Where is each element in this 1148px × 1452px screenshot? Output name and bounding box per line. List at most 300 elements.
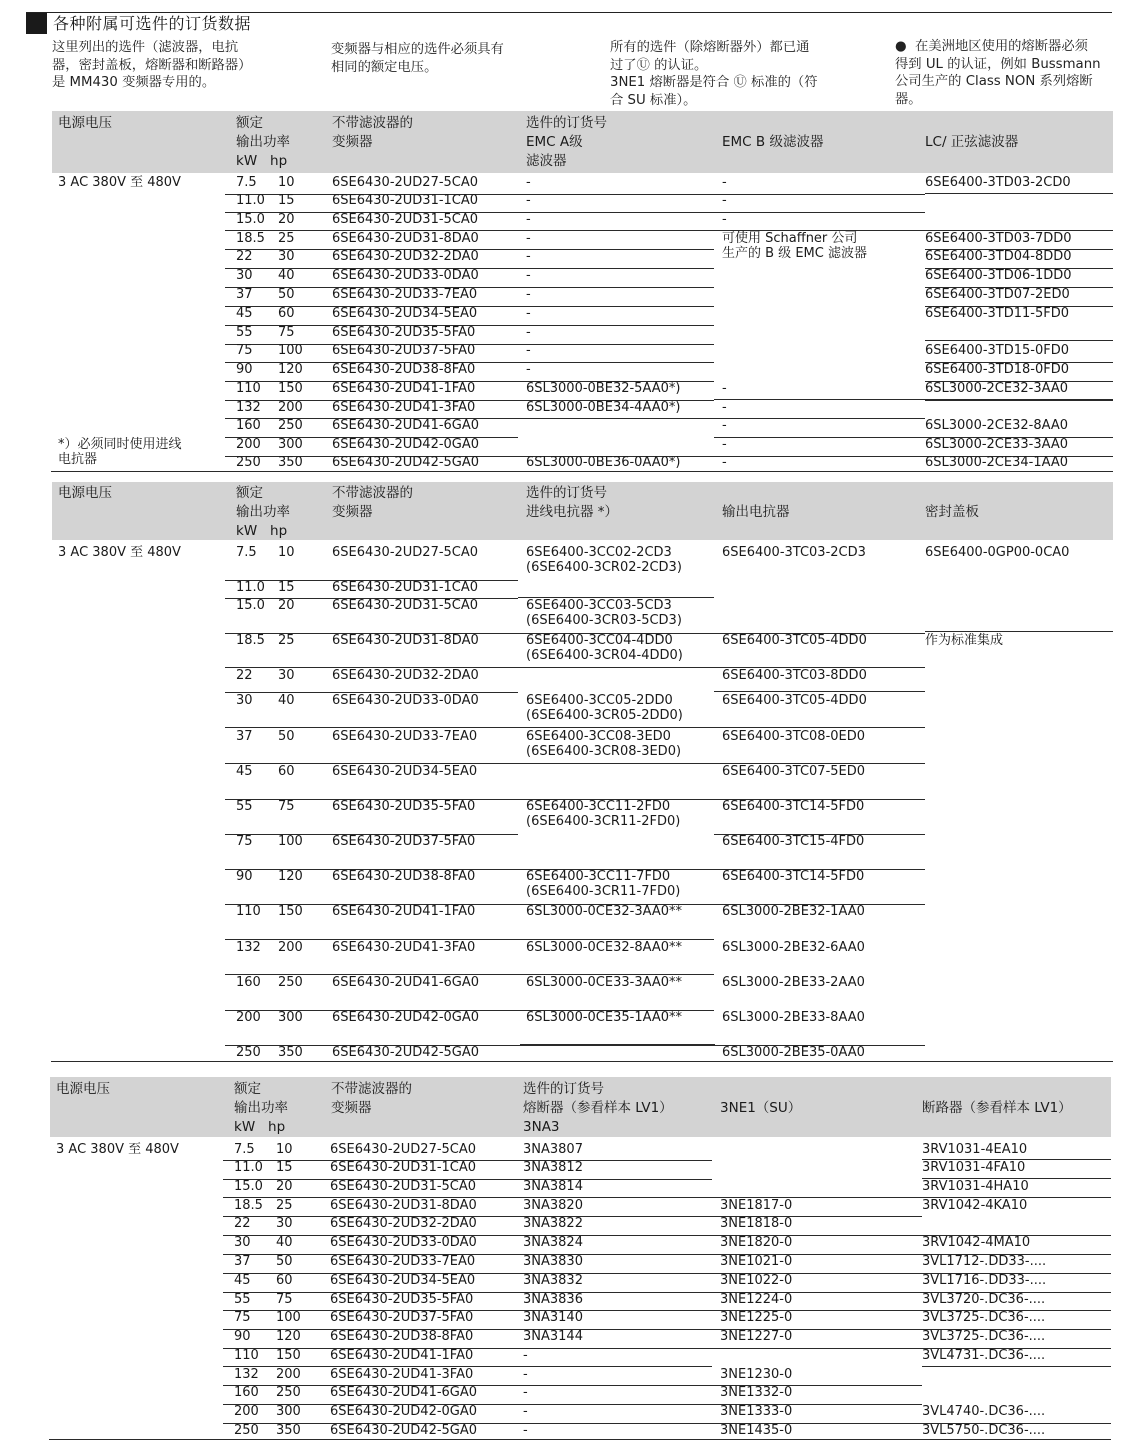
filters-cell-power-hp: 40 [278,268,295,283]
fuses-cell-power-hp: 15 [276,1160,293,1175]
reactors-cell-inverter-order-no: 6SE6430-2UD33-7EA0 [332,729,478,744]
filters-cell-emc-a-filter: 6SL3000-0BE34-4AA0*) [526,400,681,415]
reactors-cell-sealing-cover: 作为标准集成 [925,633,1004,648]
fuses-cell-fuse-3ne1: 3NE1332-0 [720,1385,793,1400]
fuses-cell-fuse-3ne1: 3NE1435-0 [720,1423,793,1438]
row-rule [515,1366,712,1367]
filters-cell-lc-sine-filter: 6SL3000-2CE33-3AA0 [925,437,1069,452]
reactors-cell-power-kw: 45 [236,764,253,779]
row-rule [518,268,714,269]
filters-cell-lc-sine-filter: 6SL3000-2CE32-8AA0 [925,418,1069,433]
fuses-cell-fuse-3ne1: 3NE1230-0 [720,1367,793,1382]
reactors-cell-inverter-order-no: 6SE6430-2UD42-0GA0 [332,1010,480,1025]
filters-cell-power-kw: 11.0 [236,193,265,208]
filters-header-5: LC/ 正弦滤波器 [925,134,1019,150]
fuses-header-1: 额定 输出功率 kW hp [234,1081,288,1135]
filters-cell-inverter-order-no: 6SE6430-2UD35-5FA0 [332,325,476,340]
fuses-header-0: 电源电压 [56,1081,110,1097]
row-rule [518,230,714,231]
reactors-cell-output-reactor: 6SL3000-2BE35-0AA0 [722,1045,865,1060]
fuses-cell-fuse-3ne1: 3NE1224-0 [720,1292,793,1307]
reactors-cell-power-kw: 30 [236,693,253,708]
filters-cell-emc-a-filter: - [526,343,531,358]
fuses-cell-power-kw: 250 [234,1423,259,1438]
filters-cell-inverter-order-no: 6SE6430-2UD31-1CA0 [332,193,479,208]
fuses-cell-power-kw: 11.0 [234,1160,263,1175]
filters-cell-emc-a-filter: - [526,325,531,340]
row-rule [515,1348,712,1349]
intro-options: 这里列出的选件（滤波器，电抗 器，密封盖板，熔断器和断路器） 是 MM430 变频器专用的。 [52,40,252,90]
reactors-cell-power-hp: 10 [278,545,295,560]
row-rule [712,1348,922,1349]
reactors-cell-power-hp: 250 [278,975,303,990]
filters-cell-power-kw: 7.5 [236,175,257,190]
row-rule [714,418,925,419]
reactors-cell-power-hp: 100 [278,834,303,849]
reactors-cell-output-reactor: 6SE6400-3TC14-5FD0 [722,799,865,814]
reactors-cell-output-reactor: 6SE6400-3TC08-0ED0 [722,729,866,744]
fuses-cell-fuse-3na3: 3NA3140 [523,1310,583,1325]
filters-cell-power-hp: 250 [278,418,303,433]
fuses-cell-fuse-3na3: 3NA3836 [523,1292,583,1307]
filters-cell-emc-a-filter: 6SL3000-0BE36-0AA0*) [526,455,681,470]
reactors-cell-output-reactor: 6SL3000-2BE33-2AA0 [722,975,865,990]
reactors-cell-inverter-order-no: 6SE6430-2UD31-8DA0 [332,633,479,648]
filters-cell-power-kw: 90 [236,362,253,377]
reactors-cell-power-hp: 20 [278,598,295,613]
intro-us-fuses: ● 在美洲地区使用的熔断器必须 得到 UL 的认证，例如 Bussmann 公司生产的 Class NON 系列熔断 器。 [895,39,1101,107]
fuses-cell-power-kw: 200 [234,1404,259,1419]
reactors-cell-supply-voltage: 3 AC 380V 至 480V [58,545,181,560]
fuses-cell-inverter-order-no: 6SE6430-2UD41-1FA0 [330,1348,474,1363]
row-rule [518,306,714,307]
reactors-cell-inverter-order-no: 6SE6430-2UD42-5GA0 [332,1045,480,1060]
reactors-cell-line-reactor: 6SL3000-0CE33-3AA0** [526,975,683,990]
reactors-cell-line-reactor: 6SE6400-3CC02-2CD3 (6SE6400-3CR02-2CD3) [526,545,682,575]
row-rule [714,437,925,438]
row-rule [515,1423,712,1424]
filters-cell-emc-b-filter: - [722,418,727,433]
fuses-cell-power-kw: 37 [234,1254,251,1269]
reactors-cell-power-kw: 75 [236,834,253,849]
fuses-cell-fuse-3na3: 3NA3820 [523,1198,583,1213]
filters-header-2: 不带滤波器的 变频器 [332,115,413,150]
intro-certification: 所有的选件（除熔断器外）都已通 过了Ⓤ 的认证。 3NE1 熔断器是符合 Ⓤ 标准的（符 合 SU 标准）。 [610,40,818,108]
reactors-cell-output-reactor: 6SE6400-3TC14-5FD0 [722,869,865,884]
fuses-cell-power-hp: 120 [276,1329,301,1344]
reactors-cell-output-reactor: 6SL3000-2BE32-1AA0 [722,904,865,919]
fuses-cell-power-hp: 150 [276,1348,301,1363]
filters-cell-power-hp: 20 [278,212,295,227]
reactors-cell-power-hp: 350 [278,1045,303,1060]
filters-cell-emc-b-filter: - [722,193,727,208]
filters-header-3: 选件的订货号 EMC A级 滤波器 [526,115,607,169]
fuses-cell-fuse-3na3: - [523,1423,528,1438]
row-rule [714,212,925,213]
reactors-cell-inverter-order-no: 6SE6430-2UD34-5EA0 [332,764,478,779]
filters-cell-power-kw: 15.0 [236,212,265,227]
reactors-cell-power-hp: 40 [278,693,295,708]
filters-cell-inverter-order-no: 6SE6430-2UD32-2DA0 [332,249,479,264]
row-rule [518,212,714,213]
fuses-cell-circuit-breaker: 3VL5750-.DC36-.... [922,1423,1046,1438]
fuses-cell-fuse-3na3: 3NA3832 [523,1273,583,1288]
reactors-cell-power-kw: 37 [236,729,253,744]
row-rule [714,727,925,728]
fuses-cell-fuse-3na3: 3NA3814 [523,1179,583,1194]
fuses-cell-power-hp: 20 [276,1179,293,1194]
filters-cell-inverter-order-no: 6SE6430-2UD33-7EA0 [332,287,478,302]
filters-cell-emc-a-filter: - [526,362,531,377]
filters-cell-inverter-order-no: 6SE6430-2UD38-8FA0 [332,362,476,377]
fuses-cell-circuit-breaker: 3RV1031-4HA10 [922,1179,1029,1194]
row-rule [925,400,1113,401]
fuses-cell-fuse-3ne1: 3NE1022-0 [720,1273,793,1288]
reactors-cell-inverter-order-no: 6SE6430-2UD37-5FA0 [332,834,476,849]
filters-cell-emc-a-filter: - [526,268,531,283]
reactors-cell-inverter-order-no: 6SE6430-2UD35-5FA0 [332,799,476,814]
reactors-cell-inverter-order-no: 6SE6430-2UD27-5CA0 [332,545,479,560]
fuses-cell-power-hp: 25 [276,1198,293,1213]
filters-cell-power-kw: 45 [236,306,253,321]
filters-cell-lc-sine-filter: 6SE6400-3TD04-8DD0 [925,249,1072,264]
fuses-cell-inverter-order-no: 6SE6430-2UD42-5GA0 [330,1423,478,1438]
reactors-cell-power-hp: 50 [278,729,295,744]
row-rule [714,194,925,195]
fuses-cell-fuse-3na3: 3NA3822 [523,1216,583,1231]
reactors-header-3: 选件的订货号 进线电抗器 *） [526,485,619,520]
filters-cell-emc-a-filter: - [526,193,531,208]
fuses-cell-power-hp: 300 [276,1404,301,1419]
fuses-cell-fuse-3ne1: 3NE1227-0 [720,1329,793,1344]
reactors-cell-line-reactor: 6SL3000-0CE35-1AA0** [526,1010,683,1025]
reactors-cell-inverter-order-no: 6SE6430-2UD41-3FA0 [332,940,476,955]
fuses-cell-power-kw: 55 [234,1292,251,1307]
filters-header-4: EMC B 级滤波器 [722,134,824,150]
fuses-cell-circuit-breaker: 3VL3725-.DC36-.... [922,1329,1046,1344]
reactors-cell-line-reactor: 6SE6400-3CC03-5CD3 (6SE6400-3CR03-5CD3) [526,598,682,628]
filters-cell-lc-sine-filter: 6SE6400-3TD06-1DD0 [925,268,1072,283]
filters-cell-power-hp: 100 [278,343,303,358]
reactors-cell-power-kw: 200 [236,1010,261,1025]
filters-cell-power-hp: 30 [278,249,295,264]
filters-cell-inverter-order-no: 6SE6430-2UD33-0DA0 [332,268,479,283]
fuses-cell-fuse-3ne1: 3NE1818-0 [720,1216,793,1231]
row-rule [925,193,1113,194]
reactors-cell-inverter-order-no: 6SE6430-2UD38-8FA0 [332,869,476,884]
fuses-cell-circuit-breaker: 3VL4731-.DC36-.... [922,1348,1046,1363]
fuses-cell-fuse-3na3: 3NA3812 [523,1160,583,1175]
reactors-cell-power-hp: 200 [278,940,303,955]
filters-cell-power-kw: 250 [236,455,261,470]
filters-cell-emc-a-filter: - [526,306,531,321]
filters-cell-power-kw: 132 [236,400,261,415]
fuses-cell-power-hp: 10 [276,1142,293,1157]
row-rule [518,1045,714,1046]
fuses-cell-power-hp: 100 [276,1310,301,1325]
fuses-cell-fuse-3na3: 3NA3807 [523,1142,583,1157]
reactors-cell-power-hp: 120 [278,869,303,884]
fuses-cell-circuit-breaker: 3RV1031-4EA10 [922,1142,1028,1157]
fuses-cell-power-hp: 50 [276,1254,293,1269]
reactors-cell-power-kw: 11.0 [236,580,265,595]
fuses-cell-fuse-3na3: 3NA3824 [523,1235,583,1250]
fuses-cell-circuit-breaker: 3VL4740-.DC36-.... [922,1404,1046,1419]
reactors-cell-output-reactor: 6SE6400-3TC15-4FD0 [722,834,865,849]
reactors-cell-output-reactor: 6SE6400-3TC03-2CD3 [722,545,866,560]
row-rule [714,691,925,692]
fuses-cell-power-kw: 7.5 [234,1142,255,1157]
reactors-cell-inverter-order-no: 6SE6430-2UD41-6GA0 [332,975,480,990]
fuses-cell-inverter-order-no: 6SE6430-2UD31-1CA0 [330,1160,477,1175]
filters-cell-lc-sine-filter: 6SE6400-3TD07-2ED0 [925,287,1070,302]
fuses-cell-fuse-3ne1: 3NE1817-0 [720,1198,793,1213]
filters-cell-emc-a-filter: - [526,175,531,190]
filters-cell-inverter-order-no: 6SE6430-2UD34-5EA0 [332,306,478,321]
fuses-cell-power-kw: 110 [234,1348,259,1363]
filters-header-0: 电源电压 [58,115,112,131]
row-rule [518,418,714,419]
filters-cell-lc-sine-filter: 6SE6400-3TD03-2CD0 [925,175,1071,190]
row-rule [925,631,1113,632]
reactors-cell-inverter-order-no: 6SE6430-2UD41-1FA0 [332,904,476,919]
reactors-header-1: 额定 输出功率 kW hp [236,485,290,539]
filters-cell-emc-b-filter: - [722,381,727,396]
fuses-cell-inverter-order-no: 6SE6430-2UD31-8DA0 [330,1198,477,1213]
reactors-cell-line-reactor: 6SE6400-3CC05-2DD0 (6SE6400-3CR05-2DD0) [526,693,683,723]
row-rule [520,1044,715,1045]
fuses-cell-power-kw: 22 [234,1216,251,1231]
fuses-cell-power-kw: 132 [234,1367,259,1382]
fuses-cell-power-hp: 350 [276,1423,301,1438]
section-marker-icon [26,13,47,34]
filters-cell-supply-voltage: *）必须同时使用进线 电抗器 [58,437,182,467]
reactors-cell-inverter-order-no: 6SE6430-2UD31-5CA0 [332,598,479,613]
filters-cell-power-hp: 300 [278,437,303,452]
reactors-cell-power-hp: 15 [278,580,295,595]
reactors-cell-line-reactor: 6SE6400-3CC11-7FD0 (6SE6400-3CR11-7FD0) [526,869,681,899]
filters-cell-inverter-order-no: 6SE6430-2UD31-5CA0 [332,212,479,227]
fuses-cell-circuit-breaker: 3RV1042-4MA10 [922,1235,1031,1250]
reactors-cell-line-reactor: 6SE6400-3CC08-3ED0 (6SE6400-3CR08-3ED0) [526,729,682,759]
fuses-cell-power-kw: 15.0 [234,1179,263,1194]
fuses-cell-circuit-breaker: 3RV1031-4FA10 [922,1160,1026,1175]
fuses-cell-inverter-order-no: 6SE6430-2UD42-0GA0 [330,1404,478,1419]
filters-table-bottom-rule [51,471,1113,472]
reactors-cell-power-hp: 30 [278,668,295,683]
filters-cell-power-hp: 10 [278,175,295,190]
filters-cell-emc-b-filter: - [722,455,727,470]
filters-cell-inverter-order-no: 6SE6430-2UD41-1FA0 [332,381,476,396]
row-rule [518,727,714,728]
filters-cell-emc-b-filter: - [722,212,727,227]
fuses-header-3: 选件的订货号 熔断器（参看样本 LV1） 3NA3 [523,1081,673,1135]
filters-cell-power-hp: 60 [278,306,295,321]
fuses-cell-inverter-order-no: 6SE6430-2UD35-5FA0 [330,1292,474,1307]
fuses-cell-circuit-breaker: 3VL1712-.DD33-.... [922,1254,1047,1269]
filters-cell-power-hp: 75 [278,325,295,340]
row-rule [518,763,714,764]
reactors-cell-power-kw: 7.5 [236,545,257,560]
fuses-cell-inverter-order-no: 6SE6430-2UD41-3FA0 [330,1367,474,1382]
reactors-cell-sealing-cover: 6SE6400-0GP00-0CA0 [925,545,1070,560]
filters-cell-emc-b-filter: - [722,175,727,190]
fuses-header-2: 不带滤波器的 变频器 [331,1081,412,1116]
reactors-cell-power-hp: 300 [278,1010,303,1025]
fuses-cell-inverter-order-no: 6SE6430-2UD31-5CA0 [330,1179,477,1194]
reactors-cell-output-reactor: 6SL3000-2BE32-6AA0 [722,940,865,955]
filters-cell-inverter-order-no: 6SE6430-2UD41-6GA0 [332,418,480,433]
filters-cell-power-hp: 15 [278,193,295,208]
fuses-cell-power-hp: 30 [276,1216,293,1231]
filters-cell-lc-sine-filter: 6SL3000-2CE34-1AA0 [925,455,1069,470]
filters-cell-inverter-order-no: 6SE6430-2UD37-5FA0 [332,343,476,358]
fuses-cell-inverter-order-no: 6SE6430-2UD37-5FA0 [330,1310,474,1325]
fuses-cell-power-hp: 60 [276,1273,293,1288]
reactors-cell-power-hp: 75 [278,799,295,814]
fuses-cell-power-hp: 250 [276,1385,301,1400]
row-rule [518,344,714,345]
row-rule [515,1404,712,1405]
reactors-cell-line-reactor: 6SL3000-0CE32-8AA0** [526,940,683,955]
fuses-cell-power-kw: 18.5 [234,1198,263,1213]
filters-header-1: 额定 输出功率 kW hp [236,115,290,169]
row-rule [925,340,1113,341]
fuses-cell-supply-voltage: 3 AC 380V 至 480V [56,1142,179,1157]
row-rule [714,456,925,457]
filters-cell-emc-b-filter: 可使用 Schaffner 公司 生产的 B 级 EMC 滤波器 [722,231,867,261]
reactors-cell-inverter-order-no: 6SE6430-2UD33-0DA0 [332,693,479,708]
filters-cell-lc-sine-filter: 6SE6400-3TD11-5FD0 [925,306,1069,321]
intro-voltage: 变频器与相应的选件必须具有 相同的额定电压。 [331,42,504,75]
fuses-cell-fuse-3ne1: 3NE1225-0 [720,1310,793,1325]
filters-cell-power-hp: 200 [278,400,303,415]
reactors-cell-power-hp: 150 [278,904,303,919]
fuses-cell-fuse-3na3: 3NA3830 [523,1254,583,1269]
reactors-cell-output-reactor: 6SE6400-3TC05-4DD0 [722,693,867,708]
fuses-cell-power-kw: 90 [234,1329,251,1344]
reactors-cell-inverter-order-no: 6SE6430-2UD32-2DA0 [332,668,479,683]
filters-cell-power-kw: 22 [236,249,253,264]
filters-cell-power-kw: 160 [236,418,261,433]
filters-cell-emc-a-filter: 6SL3000-0BE32-5AA0*) [526,381,681,396]
fuses-table-bottom-rule [49,1439,1111,1440]
fuses-cell-inverter-order-no: 6SE6430-2UD34-5EA0 [330,1273,476,1288]
fuses-cell-fuse-3ne1: 3NE1820-0 [720,1235,793,1250]
fuses-cell-power-hp: 75 [276,1292,293,1307]
fuses-header-5: 断路器（参看样本 LV1） [922,1100,1072,1116]
filters-cell-emc-b-filter: - [722,400,727,415]
reactors-cell-power-kw: 250 [236,1045,261,1060]
row-rule [518,362,714,363]
filters-cell-emc-a-filter: - [526,287,531,302]
filters-cell-emc-b-filter: - [722,437,727,452]
fuses-cell-power-kw: 30 [234,1235,251,1250]
filters-cell-power-kw: 30 [236,268,253,283]
reactors-table-bottom-rule [51,1061,1113,1062]
filters-cell-power-hp: 50 [278,287,295,302]
fuses-cell-inverter-order-no: 6SE6430-2UD32-2DA0 [330,1216,477,1231]
filters-cell-lc-sine-filter: 6SE6400-3TD18-0FD0 [925,362,1069,377]
fuses-header-4: 3NE1（SU） [720,1100,802,1116]
page-title: 各种附属可选件的订货数据 [53,14,252,33]
reactors-cell-power-kw: 18.5 [236,633,265,648]
reactors-cell-inverter-order-no: 6SE6430-2UD31-1CA0 [332,580,479,595]
reactors-header-5: 密封盖板 [925,504,979,520]
row-rule [225,727,518,728]
row-rule [518,249,714,250]
filters-cell-inverter-order-no: 6SE6430-2UD42-5GA0 [332,455,480,470]
reactors-cell-power-kw: 22 [236,668,253,683]
row-rule [515,1385,712,1386]
reactors-header-2: 不带滤波器的 变频器 [332,485,413,520]
fuses-cell-power-kw: 45 [234,1273,251,1288]
filters-cell-inverter-order-no: 6SE6430-2UD27-5CA0 [332,175,479,190]
filters-cell-power-hp: 25 [278,231,295,246]
fuses-cell-fuse-3ne1: 3NE1333-0 [720,1404,793,1419]
filters-cell-power-kw: 37 [236,287,253,302]
fuses-cell-fuse-3na3: 3NA3144 [523,1329,583,1344]
filters-cell-power-kw: 18.5 [236,231,265,246]
fuses-cell-inverter-order-no: 6SE6430-2UD33-0DA0 [330,1235,477,1250]
reactors-cell-line-reactor: 6SE6400-3CC04-4DD0 (6SE6400-3CR04-4DD0) [526,633,683,663]
reactors-cell-power-kw: 90 [236,869,253,884]
filters-cell-lc-sine-filter: 6SL3000-2CE32-3AA0 [925,381,1069,396]
fuses-cell-fuse-3na3: - [523,1404,528,1419]
row-rule [518,287,714,288]
filters-cell-inverter-order-no: 6SE6430-2UD31-8DA0 [332,231,479,246]
fuses-cell-fuse-3na3: - [523,1348,528,1363]
reactors-header-4: 输出电抗器 [722,504,790,520]
reactors-cell-power-hp: 25 [278,633,295,648]
fuses-cell-fuse-3na3: - [523,1385,528,1400]
reactors-cell-output-reactor: 6SE6400-3TC07-5ED0 [722,764,866,779]
fuses-cell-inverter-order-no: 6SE6430-2UD41-6GA0 [330,1385,478,1400]
fuses-cell-circuit-breaker: 3VL1716-.DD33-.... [922,1273,1047,1288]
fuses-cell-circuit-breaker: 3VL3725-.DC36-.... [922,1310,1046,1325]
reactors-cell-output-reactor: 6SL3000-2BE33-8AA0 [722,1010,865,1025]
fuses-cell-inverter-order-no: 6SE6430-2UD27-5CA0 [330,1142,477,1157]
filters-cell-emc-a-filter: - [526,231,531,246]
reactors-header-0: 电源电压 [58,485,112,501]
filters-cell-power-kw: 55 [236,325,253,340]
filters-cell-power-kw: 200 [236,437,261,452]
row-rule [518,667,714,668]
fuses-cell-power-hp: 200 [276,1367,301,1382]
row-rule [518,325,714,326]
fuses-cell-circuit-breaker: 3VL3720-.DC36-.... [922,1292,1046,1307]
reactors-cell-power-kw: 110 [236,904,261,919]
filters-cell-power-hp: 120 [278,362,303,377]
fuses-cell-power-kw: 75 [234,1310,251,1325]
filters-cell-power-hp: 150 [278,381,303,396]
reactors-cell-power-kw: 15.0 [236,598,265,613]
reactors-cell-output-reactor: 6SE6400-3TC03-8DD0 [722,668,867,683]
fuses-cell-power-kw: 160 [234,1385,259,1400]
filters-cell-power-kw: 75 [236,343,253,358]
fuses-cell-fuse-3ne1: 3NE1021-0 [720,1254,793,1269]
reactors-cell-line-reactor: 6SL3000-0CE32-3AA0** [526,904,683,919]
reactors-cell-line-reactor: 6SE6400-3CC11-2FD0 (6SE6400-3CR11-2FD0) [526,799,681,829]
reactors-cell-power-kw: 55 [236,799,253,814]
fuses-cell-inverter-order-no: 6SE6430-2UD33-7EA0 [330,1254,476,1269]
filters-cell-emc-a-filter: - [526,212,531,227]
row-rule [518,194,714,195]
fuses-cell-inverter-order-no: 6SE6430-2UD38-8FA0 [330,1329,474,1344]
filters-cell-inverter-order-no: 6SE6430-2UD41-3FA0 [332,400,476,415]
row-rule [922,1366,1111,1367]
reactors-cell-power-kw: 160 [236,975,261,990]
